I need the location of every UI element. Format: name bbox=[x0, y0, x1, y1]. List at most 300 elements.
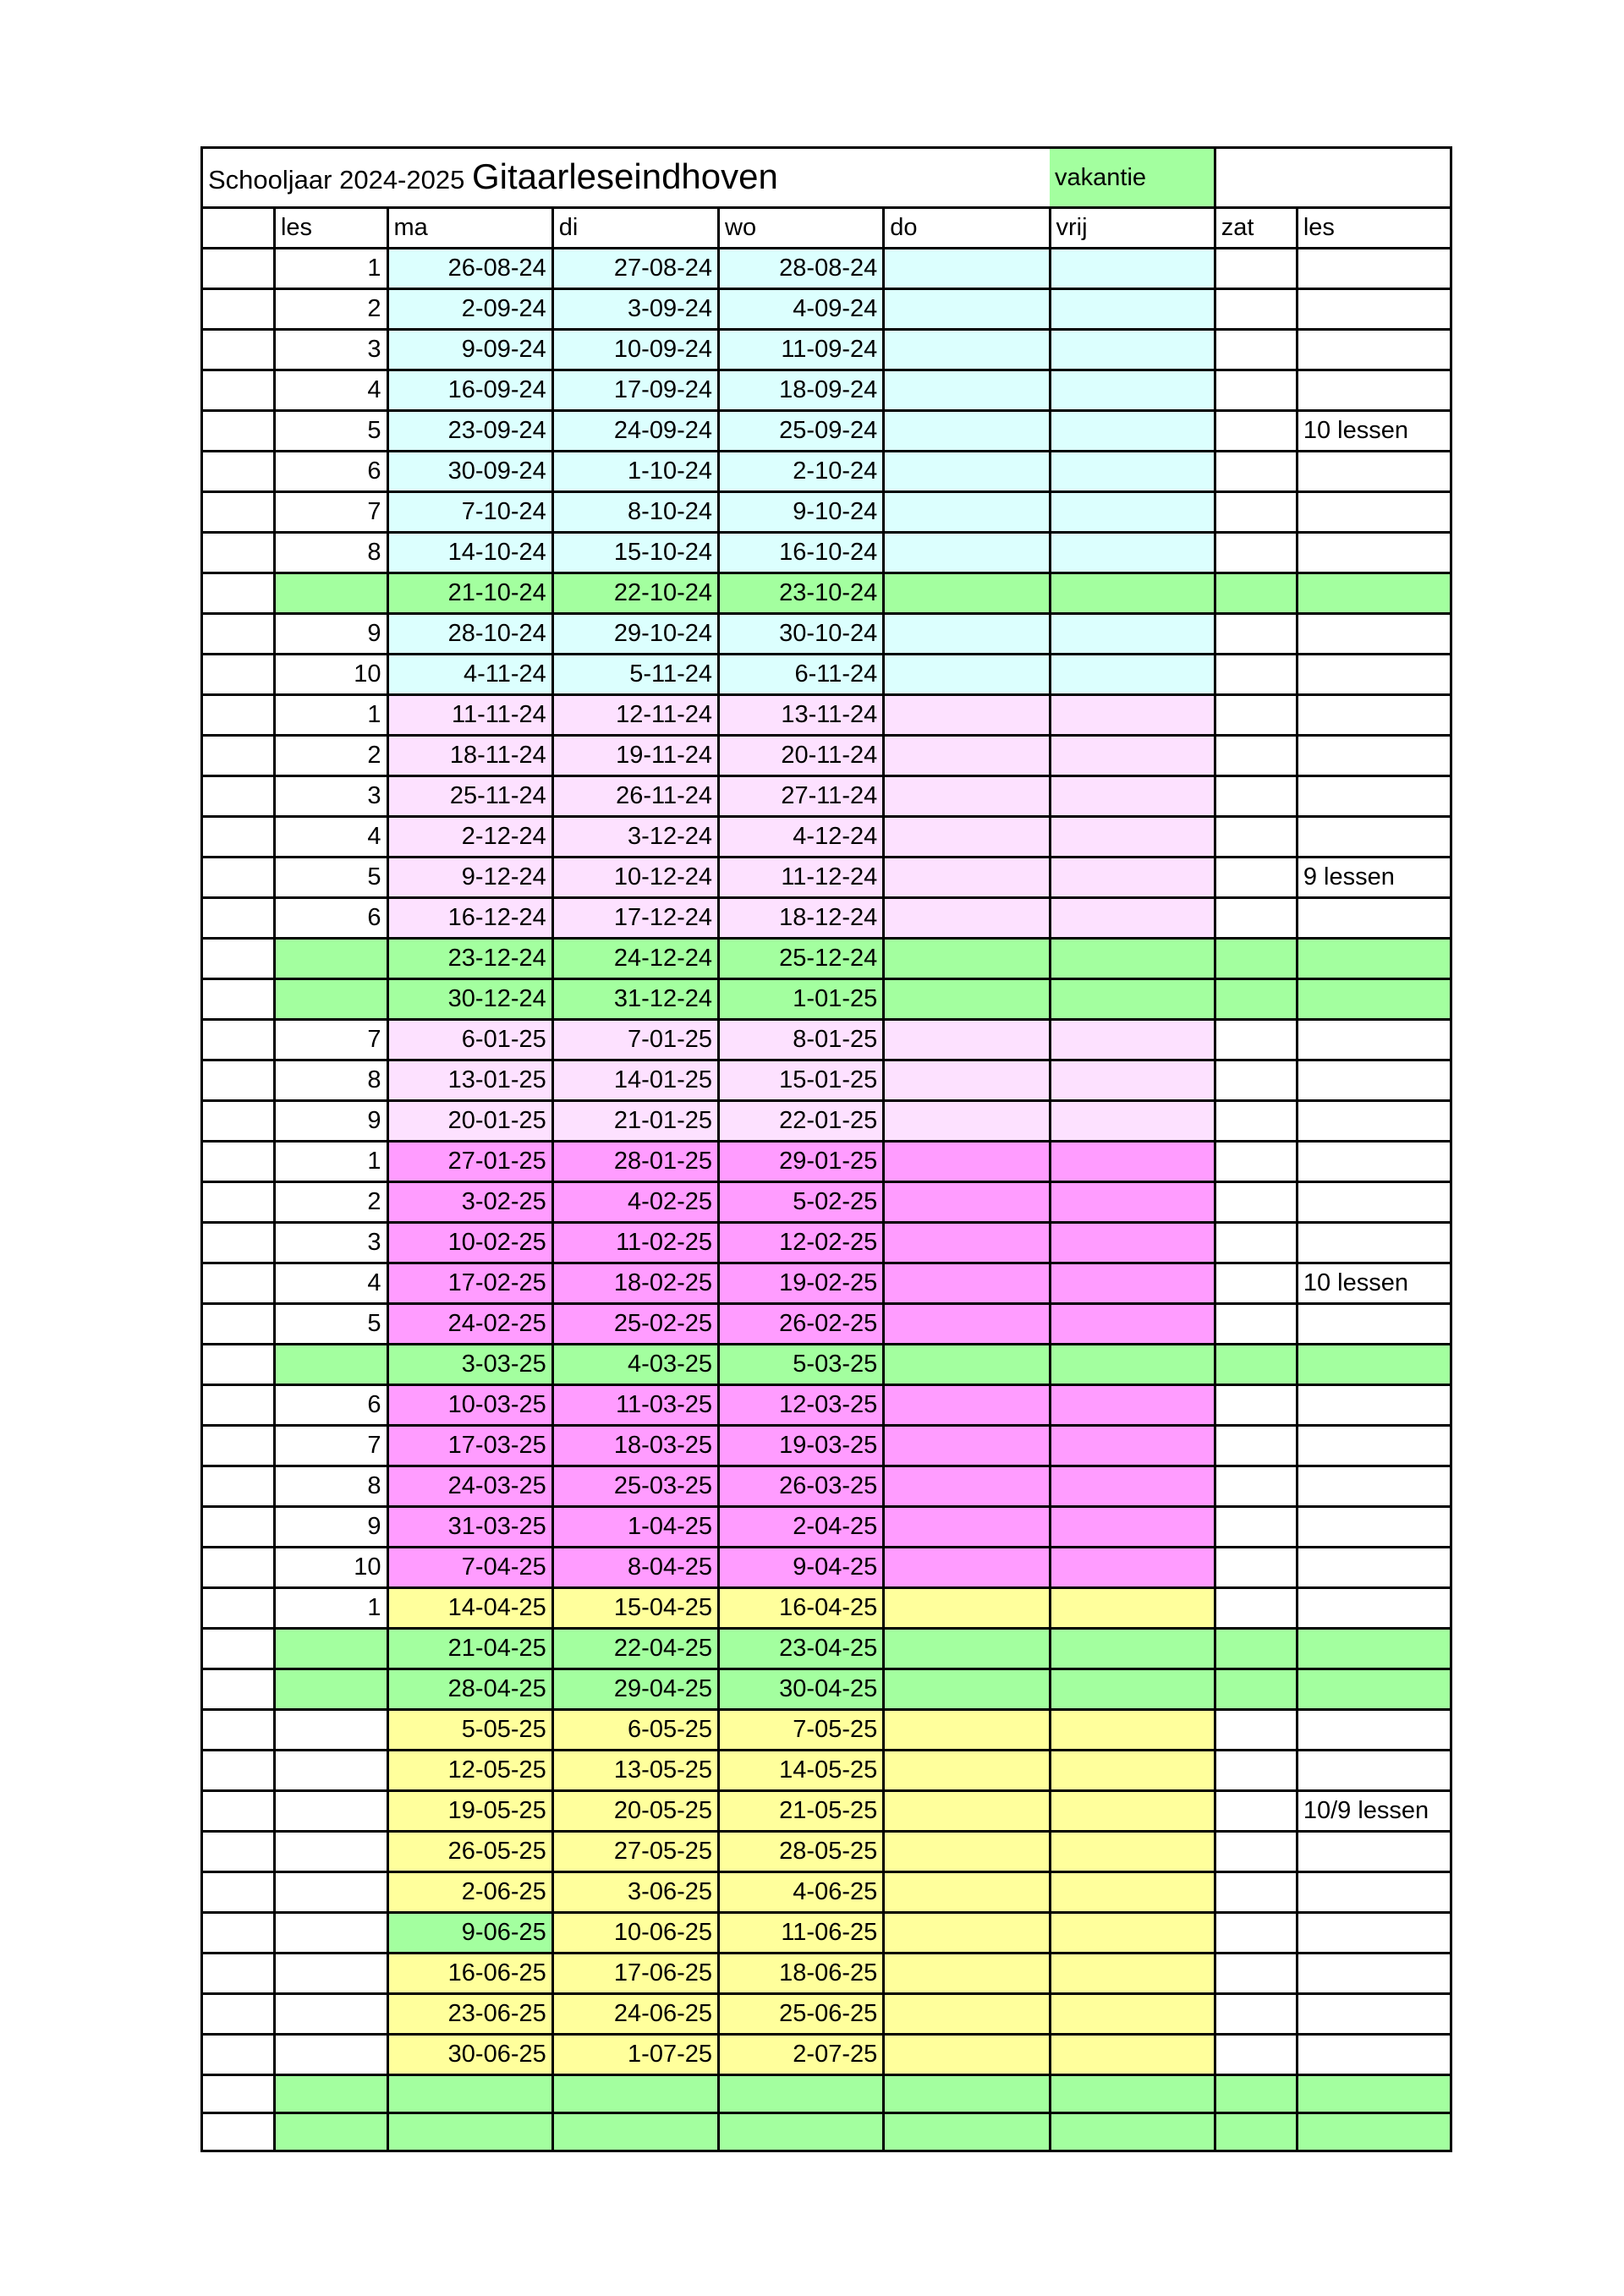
row-blank-cell bbox=[202, 695, 275, 736]
saturday-cell bbox=[1215, 2075, 1297, 2113]
monday-date-cell: 20-01-25 bbox=[387, 1101, 552, 1142]
monday-date-cell: 23-12-24 bbox=[387, 939, 552, 979]
thursday-cell bbox=[884, 1588, 1050, 1629]
wednesday-date-cell: 23-10-24 bbox=[719, 573, 884, 614]
table-row bbox=[202, 1751, 1451, 1791]
tuesday-date-cell: 8-10-24 bbox=[552, 492, 718, 533]
lesson-count-cell: 10 lessen bbox=[1297, 411, 1451, 452]
thursday-cell bbox=[884, 330, 1050, 370]
row-blank-cell bbox=[202, 533, 275, 573]
monday-date-cell: 26-05-25 bbox=[387, 1832, 552, 1872]
lesson-count-cell bbox=[1297, 2035, 1451, 2075]
lesson-count-cell bbox=[1297, 1629, 1451, 1669]
tuesday-date-cell: 10-06-25 bbox=[552, 1913, 718, 1954]
friday-cell bbox=[1050, 1182, 1215, 1223]
wednesday-date-cell: 20-11-24 bbox=[719, 736, 884, 776]
saturday-cell bbox=[1215, 411, 1297, 452]
saturday-cell bbox=[1215, 1710, 1297, 1751]
tuesday-date-cell: 17-12-24 bbox=[552, 898, 718, 939]
wednesday-date-cell: 22-01-25 bbox=[719, 1101, 884, 1142]
wednesday-date-cell: 28-05-25 bbox=[719, 1832, 884, 1872]
friday-cell bbox=[1050, 573, 1215, 614]
thursday-cell bbox=[884, 1304, 1050, 1345]
wednesday-date-cell: 6-11-24 bbox=[719, 655, 884, 695]
lesson-count-cell bbox=[1297, 1710, 1451, 1751]
row-blank-cell bbox=[202, 736, 275, 776]
tuesday-date-cell: 3-12-24 bbox=[552, 817, 718, 858]
thursday-cell bbox=[884, 249, 1050, 289]
monday-date-cell: 16-09-24 bbox=[387, 370, 552, 411]
title-tail bbox=[1215, 148, 1451, 208]
wednesday-date-cell: 23-04-25 bbox=[719, 1629, 884, 1669]
les-number-cell: 6 bbox=[274, 1385, 387, 1426]
les-number-cell bbox=[274, 2075, 387, 2113]
thursday-cell bbox=[884, 1182, 1050, 1223]
row-blank-cell bbox=[202, 1710, 275, 1751]
les-number-cell: 10 bbox=[274, 1548, 387, 1588]
monday-date-cell: 2-12-24 bbox=[387, 817, 552, 858]
tuesday-date-cell: 8-04-25 bbox=[552, 1548, 718, 1588]
wednesday-date-cell: 2-04-25 bbox=[719, 1507, 884, 1548]
lesson-count-cell bbox=[1297, 1060, 1451, 1101]
friday-cell bbox=[1050, 249, 1215, 289]
friday-cell bbox=[1050, 452, 1215, 492]
thursday-cell bbox=[884, 1426, 1050, 1466]
thursday-cell bbox=[884, 1223, 1050, 1263]
monday-date-cell: 21-10-24 bbox=[387, 573, 552, 614]
col-header-les: les bbox=[274, 208, 387, 249]
tuesday-date-cell: 25-02-25 bbox=[552, 1304, 718, 1345]
friday-cell bbox=[1050, 411, 1215, 452]
table-row bbox=[202, 370, 1451, 411]
wednesday-date-cell: 19-02-25 bbox=[719, 1263, 884, 1304]
lesson-count-cell bbox=[1297, 614, 1451, 655]
thursday-cell bbox=[884, 533, 1050, 573]
saturday-cell bbox=[1215, 1791, 1297, 1832]
les-number-cell bbox=[274, 573, 387, 614]
les-number-cell bbox=[274, 2035, 387, 2075]
lesson-count-cell bbox=[1297, 1832, 1451, 1872]
thursday-cell bbox=[884, 1020, 1050, 1060]
friday-cell bbox=[1050, 898, 1215, 939]
table-row bbox=[202, 939, 1451, 979]
wednesday-date-cell: 12-03-25 bbox=[719, 1385, 884, 1426]
saturday-cell bbox=[1215, 1182, 1297, 1223]
col-header-di: di bbox=[552, 208, 718, 249]
saturday-cell bbox=[1215, 695, 1297, 736]
friday-cell bbox=[1050, 1263, 1215, 1304]
table-row bbox=[202, 1385, 1451, 1426]
tuesday-date-cell: 5-11-24 bbox=[552, 655, 718, 695]
thursday-cell bbox=[884, 1669, 1050, 1710]
monday-date-cell bbox=[387, 2075, 552, 2113]
monday-date-cell: 3-03-25 bbox=[387, 1345, 552, 1385]
saturday-cell bbox=[1215, 533, 1297, 573]
table-row bbox=[202, 2113, 1451, 2151]
row-blank-cell bbox=[202, 1994, 275, 2035]
schedule-sheet bbox=[200, 146, 1452, 2152]
thursday-cell bbox=[884, 1872, 1050, 1913]
table-row bbox=[202, 1669, 1451, 1710]
tuesday-date-cell: 15-04-25 bbox=[552, 1588, 718, 1629]
thursday-cell bbox=[884, 979, 1050, 1020]
lesson-count-cell bbox=[1297, 1994, 1451, 2035]
table-row bbox=[202, 1466, 1451, 1507]
table-row bbox=[202, 1913, 1451, 1954]
row-blank-cell bbox=[202, 979, 275, 1020]
lesson-count-cell bbox=[1297, 1101, 1451, 1142]
friday-cell bbox=[1050, 330, 1215, 370]
monday-date-cell: 24-02-25 bbox=[387, 1304, 552, 1345]
friday-cell bbox=[1050, 1913, 1215, 1954]
saturday-cell bbox=[1215, 614, 1297, 655]
monday-date-cell: 9-09-24 bbox=[387, 330, 552, 370]
saturday-cell bbox=[1215, 776, 1297, 817]
wednesday-date-cell: 5-02-25 bbox=[719, 1182, 884, 1223]
wednesday-date-cell: 26-02-25 bbox=[719, 1304, 884, 1345]
wednesday-date-cell: 4-09-24 bbox=[719, 289, 884, 330]
thursday-cell bbox=[884, 695, 1050, 736]
les-number-cell: 1 bbox=[274, 695, 387, 736]
table-row bbox=[202, 614, 1451, 655]
monday-date-cell: 28-04-25 bbox=[387, 1669, 552, 1710]
row-blank-cell bbox=[202, 452, 275, 492]
tuesday-date-cell: 10-12-24 bbox=[552, 858, 718, 898]
friday-cell bbox=[1050, 1710, 1215, 1751]
saturday-cell bbox=[1215, 573, 1297, 614]
table-row bbox=[202, 1588, 1451, 1629]
monday-date-cell: 10-02-25 bbox=[387, 1223, 552, 1263]
row-blank-cell bbox=[202, 330, 275, 370]
friday-cell bbox=[1050, 695, 1215, 736]
saturday-cell bbox=[1215, 492, 1297, 533]
table-row bbox=[202, 1263, 1451, 1304]
table-row bbox=[202, 1223, 1451, 1263]
table-row bbox=[202, 1101, 1451, 1142]
lesson-count-cell bbox=[1297, 330, 1451, 370]
saturday-cell bbox=[1215, 1507, 1297, 1548]
col-header-do: do bbox=[884, 208, 1050, 249]
tuesday-date-cell: 31-12-24 bbox=[552, 979, 718, 1020]
table-row bbox=[202, 1507, 1451, 1548]
row-blank-cell bbox=[202, 370, 275, 411]
wednesday-date-cell bbox=[719, 2113, 884, 2151]
thursday-cell bbox=[884, 2113, 1050, 2151]
friday-cell bbox=[1050, 370, 1215, 411]
monday-date-cell: 14-10-24 bbox=[387, 533, 552, 573]
saturday-cell bbox=[1215, 1223, 1297, 1263]
row-blank-cell bbox=[202, 2113, 275, 2151]
thursday-cell bbox=[884, 411, 1050, 452]
table-row bbox=[202, 817, 1451, 858]
saturday-cell bbox=[1215, 1872, 1297, 1913]
wednesday-date-cell: 25-09-24 bbox=[719, 411, 884, 452]
monday-date-cell: 30-09-24 bbox=[387, 452, 552, 492]
row-blank-cell bbox=[202, 249, 275, 289]
saturday-cell bbox=[1215, 1751, 1297, 1791]
tuesday-date-cell: 29-10-24 bbox=[552, 614, 718, 655]
saturday-cell bbox=[1215, 939, 1297, 979]
table-row bbox=[202, 1994, 1451, 2035]
row-blank-cell bbox=[202, 1588, 275, 1629]
friday-cell bbox=[1050, 1060, 1215, 1101]
les-number-cell: 5 bbox=[274, 1304, 387, 1345]
tuesday-date-cell: 24-12-24 bbox=[552, 939, 718, 979]
friday-cell bbox=[1050, 655, 1215, 695]
row-blank-cell bbox=[202, 411, 275, 452]
les-number-cell: 4 bbox=[274, 370, 387, 411]
les-number-cell: 7 bbox=[274, 1020, 387, 1060]
saturday-cell bbox=[1215, 1101, 1297, 1142]
wednesday-date-cell: 4-06-25 bbox=[719, 1872, 884, 1913]
row-blank-cell bbox=[202, 1182, 275, 1223]
les-number-cell: 9 bbox=[274, 1101, 387, 1142]
thursday-cell bbox=[884, 1101, 1050, 1142]
tuesday-date-cell: 7-01-25 bbox=[552, 1020, 718, 1060]
saturday-cell bbox=[1215, 1629, 1297, 1669]
saturday-cell bbox=[1215, 655, 1297, 695]
saturday-cell bbox=[1215, 1994, 1297, 2035]
les-number-cell bbox=[274, 1791, 387, 1832]
friday-cell bbox=[1050, 1466, 1215, 1507]
saturday-cell bbox=[1215, 2035, 1297, 2075]
table-row bbox=[202, 533, 1451, 573]
thursday-cell bbox=[884, 1832, 1050, 1872]
row-blank-cell bbox=[202, 1101, 275, 1142]
les-number-cell bbox=[274, 1994, 387, 2035]
wednesday-date-cell: 15-01-25 bbox=[719, 1060, 884, 1101]
lesson-count-cell bbox=[1297, 2113, 1451, 2151]
saturday-cell bbox=[1215, 979, 1297, 1020]
friday-cell bbox=[1050, 776, 1215, 817]
wednesday-date-cell: 28-08-24 bbox=[719, 249, 884, 289]
title-blank bbox=[884, 148, 1050, 208]
wednesday-date-cell: 25-06-25 bbox=[719, 1994, 884, 2035]
lesson-count-cell bbox=[1297, 1304, 1451, 1345]
lesson-count-cell bbox=[1297, 492, 1451, 533]
thursday-cell bbox=[884, 1548, 1050, 1588]
lesson-count-cell bbox=[1297, 1385, 1451, 1426]
saturday-cell bbox=[1215, 1588, 1297, 1629]
tuesday-date-cell: 22-04-25 bbox=[552, 1629, 718, 1669]
friday-cell bbox=[1050, 1954, 1215, 1994]
table-row bbox=[202, 1791, 1451, 1832]
monday-date-cell: 10-03-25 bbox=[387, 1385, 552, 1426]
table-row bbox=[202, 776, 1451, 817]
saturday-cell bbox=[1215, 2113, 1297, 2151]
lesson-count-cell bbox=[1297, 736, 1451, 776]
thursday-cell bbox=[884, 452, 1050, 492]
friday-cell bbox=[1050, 2035, 1215, 2075]
les-number-cell: 3 bbox=[274, 1223, 387, 1263]
wednesday-date-cell: 12-02-25 bbox=[719, 1223, 884, 1263]
wednesday-date-cell: 11-12-24 bbox=[719, 858, 884, 898]
monday-date-cell: 23-06-25 bbox=[387, 1994, 552, 2035]
row-blank-cell bbox=[202, 1751, 275, 1791]
thursday-cell bbox=[884, 492, 1050, 533]
table-row bbox=[202, 898, 1451, 939]
monday-date-cell: 7-10-24 bbox=[387, 492, 552, 533]
table-row bbox=[202, 1548, 1451, 1588]
row-blank-cell bbox=[202, 573, 275, 614]
table-row bbox=[202, 655, 1451, 695]
row-blank-cell bbox=[202, 1060, 275, 1101]
row-blank-cell bbox=[202, 1507, 275, 1548]
lesson-count-cell bbox=[1297, 776, 1451, 817]
friday-cell bbox=[1050, 1832, 1215, 1872]
monday-date-cell: 25-11-24 bbox=[387, 776, 552, 817]
thursday-cell bbox=[884, 776, 1050, 817]
monday-date-cell: 30-12-24 bbox=[387, 979, 552, 1020]
row-blank-cell bbox=[202, 1426, 275, 1466]
saturday-cell bbox=[1215, 249, 1297, 289]
tuesday-date-cell: 17-09-24 bbox=[552, 370, 718, 411]
tuesday-date-cell: 24-09-24 bbox=[552, 411, 718, 452]
monday-date-cell: 2-09-24 bbox=[387, 289, 552, 330]
thursday-cell bbox=[884, 1994, 1050, 2035]
les-number-cell: 1 bbox=[274, 1588, 387, 1629]
saturday-cell bbox=[1215, 898, 1297, 939]
col-header-vrij: vrij bbox=[1050, 208, 1215, 249]
tuesday-date-cell: 4-02-25 bbox=[552, 1182, 718, 1223]
tuesday-date-cell: 3-06-25 bbox=[552, 1872, 718, 1913]
wednesday-date-cell: 2-07-25 bbox=[719, 2035, 884, 2075]
wednesday-date-cell: 9-04-25 bbox=[719, 1548, 884, 1588]
monday-date-cell: 12-05-25 bbox=[387, 1751, 552, 1791]
wednesday-date-cell bbox=[719, 2075, 884, 2113]
friday-cell bbox=[1050, 492, 1215, 533]
saturday-cell bbox=[1215, 1548, 1297, 1588]
row-blank-cell bbox=[202, 1629, 275, 1669]
wednesday-date-cell: 11-06-25 bbox=[719, 1913, 884, 1954]
title-row bbox=[202, 148, 1451, 208]
col-header-zat: zat bbox=[1215, 208, 1297, 249]
row-blank-cell bbox=[202, 2075, 275, 2113]
lesson-count-cell: 9 lessen bbox=[1297, 858, 1451, 898]
vakantie-legend: vakantie bbox=[1050, 148, 1215, 208]
les-number-cell: 9 bbox=[274, 614, 387, 655]
wednesday-date-cell: 11-09-24 bbox=[719, 330, 884, 370]
friday-cell bbox=[1050, 1385, 1215, 1426]
title-cell bbox=[202, 148, 884, 208]
saturday-cell bbox=[1215, 1263, 1297, 1304]
monday-date-cell bbox=[387, 2113, 552, 2151]
tuesday-date-cell: 25-03-25 bbox=[552, 1466, 718, 1507]
schedule-rows bbox=[202, 249, 1451, 2151]
les-number-cell: 8 bbox=[274, 533, 387, 573]
thursday-cell bbox=[884, 289, 1050, 330]
les-number-cell bbox=[274, 1669, 387, 1710]
les-number-cell: 2 bbox=[274, 736, 387, 776]
les-number-cell: 1 bbox=[274, 1142, 387, 1182]
wednesday-date-cell: 7-05-25 bbox=[719, 1710, 884, 1751]
tuesday-date-cell: 17-06-25 bbox=[552, 1954, 718, 1994]
lesson-count-cell bbox=[1297, 1466, 1451, 1507]
tuesday-date-cell: 29-04-25 bbox=[552, 1669, 718, 1710]
lesson-count-cell bbox=[1297, 1588, 1451, 1629]
row-blank-cell bbox=[202, 1466, 275, 1507]
les-number-cell bbox=[274, 1954, 387, 1994]
tuesday-date-cell bbox=[552, 2075, 718, 2113]
lesson-count-cell bbox=[1297, 533, 1451, 573]
table-row bbox=[202, 2075, 1451, 2113]
les-number-cell: 8 bbox=[274, 1466, 387, 1507]
thursday-cell bbox=[884, 736, 1050, 776]
table-row bbox=[202, 1954, 1451, 1994]
saturday-cell bbox=[1215, 1954, 1297, 1994]
friday-cell bbox=[1050, 1507, 1215, 1548]
thursday-cell bbox=[884, 1060, 1050, 1101]
tuesday-date-cell: 28-01-25 bbox=[552, 1142, 718, 1182]
col-header-les-count: les bbox=[1297, 208, 1451, 249]
tuesday-date-cell: 10-09-24 bbox=[552, 330, 718, 370]
table-row bbox=[202, 492, 1451, 533]
thursday-cell bbox=[884, 1751, 1050, 1791]
lesson-count-cell bbox=[1297, 370, 1451, 411]
row-blank-cell bbox=[202, 289, 275, 330]
row-blank-cell bbox=[202, 1304, 275, 1345]
les-number-cell: 2 bbox=[274, 1182, 387, 1223]
saturday-cell bbox=[1215, 1426, 1297, 1466]
les-number-cell bbox=[274, 2113, 387, 2151]
saturday-cell bbox=[1215, 1020, 1297, 1060]
friday-cell bbox=[1050, 1994, 1215, 2035]
tuesday-date-cell: 18-03-25 bbox=[552, 1426, 718, 1466]
wednesday-date-cell: 13-11-24 bbox=[719, 695, 884, 736]
wednesday-date-cell: 25-12-24 bbox=[719, 939, 884, 979]
row-blank-cell bbox=[202, 1223, 275, 1263]
saturday-cell bbox=[1215, 1060, 1297, 1101]
table-row bbox=[202, 979, 1451, 1020]
friday-cell bbox=[1050, 736, 1215, 776]
monday-date-cell: 11-11-24 bbox=[387, 695, 552, 736]
col-header-ma: ma bbox=[387, 208, 552, 249]
monday-date-cell: 21-04-25 bbox=[387, 1629, 552, 1669]
friday-cell bbox=[1050, 1669, 1215, 1710]
saturday-cell bbox=[1215, 1466, 1297, 1507]
thursday-cell bbox=[884, 1791, 1050, 1832]
table-row bbox=[202, 1345, 1451, 1385]
table-row bbox=[202, 1182, 1451, 1223]
thursday-cell bbox=[884, 1385, 1050, 1426]
monday-date-cell: 26-08-24 bbox=[387, 249, 552, 289]
thursday-cell bbox=[884, 1913, 1050, 1954]
tuesday-date-cell: 12-11-24 bbox=[552, 695, 718, 736]
friday-cell bbox=[1050, 1791, 1215, 1832]
lesson-count-cell bbox=[1297, 1182, 1451, 1223]
monday-date-cell: 24-03-25 bbox=[387, 1466, 552, 1507]
column-header-row bbox=[202, 208, 1451, 249]
thursday-cell bbox=[884, 1629, 1050, 1669]
row-blank-cell bbox=[202, 1020, 275, 1060]
les-number-cell bbox=[274, 1832, 387, 1872]
monday-date-cell: 19-05-25 bbox=[387, 1791, 552, 1832]
wednesday-date-cell: 18-09-24 bbox=[719, 370, 884, 411]
monday-date-cell: 7-04-25 bbox=[387, 1548, 552, 1588]
monday-date-cell: 9-12-24 bbox=[387, 858, 552, 898]
les-number-cell bbox=[274, 1629, 387, 1669]
wednesday-date-cell: 8-01-25 bbox=[719, 1020, 884, 1060]
tuesday-date-cell bbox=[552, 2113, 718, 2151]
lesson-count-cell: 10 lessen bbox=[1297, 1263, 1451, 1304]
row-blank-cell bbox=[202, 858, 275, 898]
saturday-cell bbox=[1215, 858, 1297, 898]
table-row bbox=[202, 330, 1451, 370]
saturday-cell bbox=[1215, 452, 1297, 492]
saturday-cell bbox=[1215, 1345, 1297, 1385]
lesson-count-cell bbox=[1297, 1223, 1451, 1263]
thursday-cell bbox=[884, 1142, 1050, 1182]
